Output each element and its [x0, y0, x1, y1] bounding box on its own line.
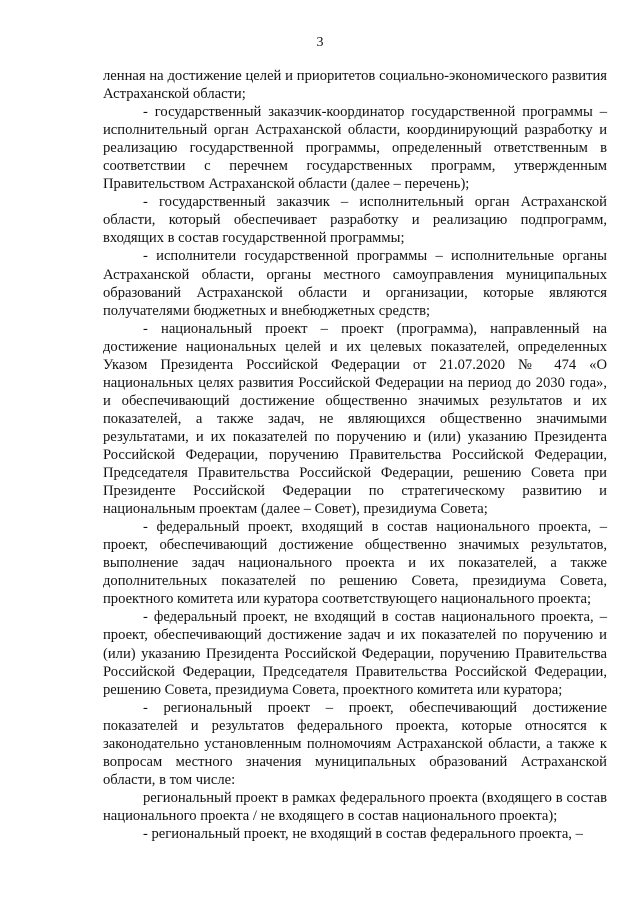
paragraph-regional-project-within-federal: региональный проект в рамках федерального проекта (входящего в состав национального проекта / не входящего в состав национального проекта); — [103, 789, 607, 824]
paragraph-national-project: - национальный проект – проект (программа), направленный на достижение национальных целей и их целевых показателей, определенных Указом Президента Российской Федерации от 21.07.2020 № 474 «О национальных целях развития Российской Федерации на период до 2030 года», и обеспечивающий достижение общественно значимых результатов и их показателей, а также задач, не являющихся общественно значимыми результатами, и их показателей по поручению и (или) указанию Президента Российской Федерации, поручению Правительства Российской Федерации, Председателя Правительства Российской Федерации, решению Совета при Президенте Российской Федерации по стратегическому развитию и национальным проектам (далее – Совет), президиума Совета; — [103, 320, 607, 518]
paragraph-regional-project: - региональный проект – проект, обеспечивающий достижение показателей и результатов федерального проекта, которые относятся к законодательно установленным полномочиям Астраханской области, а также к вопросам местного значения муниципальных образований Астраханской области, в том числе: — [103, 699, 607, 788]
paragraph-regional-project-outside-federal: - региональный проект, не входящий в состав федерального проекта, – — [143, 825, 583, 842]
paragraph-state-customer: - государственный заказчик – исполнительный орган Астраханской области, который обеспечивает разработку и реализацию подпрограмм, входящих в состав государственной программы; — [103, 194, 607, 247]
paragraph-federal-project-in-national: - федеральный проект, входящий в состав национального проекта, – проект, обеспечивающий достижение общественно значимых результатов, выполнение задач национального проекта и их показателей, а также дополнительных показателей по решению Совета, президиума Совета, проектного комитета или куратора соответствующего национального проекта; — [103, 519, 607, 608]
paragraph-federal-project-outside-national: - федеральный проект, не входящий в состав национального проекта, – проект, обеспечивающий достижение задач и их показателей по поручению и (или) указанию Президента Российской Федерации, поручению Правительства Российской Федерации, Председателя Правительства Российской Федерации, решению Совета, президиума Совета, проектного комитета или куратора; — [103, 609, 607, 698]
page-number: 3 — [316, 35, 324, 50]
document-body — [103, 67, 607, 843]
paragraph-continuation: ленная на достижение целей и приоритетов социально-экономического развития Астраханской области; — [103, 68, 607, 103]
paragraph-customer-coordinator: - государственный заказчик-координатор государственной программы – исполнительный орган Астраханской области, координирующий разработку и реализацию государственной программы, определенный ответственным в соответствии с перечнем государственных программ, утвержденным Правительством Астраханской области (далее – перечень); — [103, 104, 607, 193]
paragraph-program-executors: - исполнители государственной программы – исполнительные органы Астраханской области, органы местного самоуправления муниципальных образований Астраханской области и организации, которые являются получателями бюджетных и внебюджетных средств; — [103, 248, 607, 319]
